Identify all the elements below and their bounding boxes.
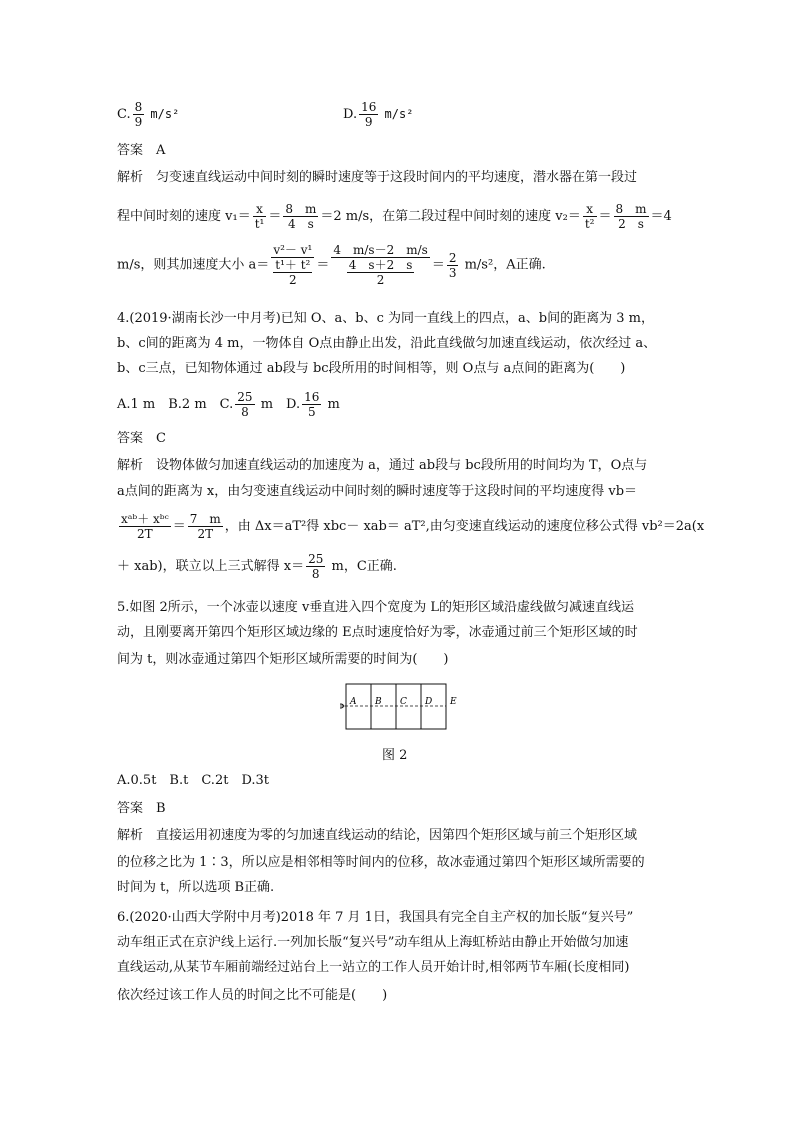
q4-answer: 答案 C [117, 431, 166, 446]
fraction: $\frac{x}{\text{t¹}}$ [254, 202, 265, 231]
q6-stem-line-4: 依次经过该工作人员的时间之比不可能是( ) [117, 988, 388, 1003]
q5-options: A.0.5t B.t C.2t D.3t [117, 773, 270, 788]
fraction: $\frac{8 m}{2 s}$ [615, 202, 647, 231]
q3-analysis-line-3: m/s，则其加速度大小 a＝ $\frac{\text{v²－ v¹}}{\frac{\text{t¹＋ t²}}{2}}$ ＝ $\frac{4 m/s-2 m/s}{\frac{4 s+2 s}{2}}$ ＝ $\frac{2}{3}$ m/s²，A正确. [117, 243, 546, 287]
q4-analysis-line-1: 解析 设物体做匀加速直线运动的加速度为 a，通过 ab段与 bc段所用的时间均为 T，O点与 [117, 458, 648, 473]
fraction: $\frac{25}{8}$ [308, 552, 324, 581]
fraction: $\frac{2}{3}$ [448, 250, 457, 280]
fraction: $\frac{\text{xᵃᵇ＋ xᵇᶜ}}{2T}$ [121, 512, 169, 541]
option-d-label: D. [343, 107, 358, 122]
q4-options: A.1 m B.2 m C. $\frac{25}{8}$ m D. $\frac{16}{5}$ m [117, 390, 340, 419]
fraction: $\frac{16}{5}$ [304, 390, 320, 419]
figure-label-e: E [450, 697, 457, 707]
q6-stem-line-2: 动车组正式在京沪线上运行.一列加长版“复兴号”动车组从上海虹桥站由静止开始做匀加速 [117, 935, 629, 950]
q5-stem-line-1: 5.如图 2所示，一个冰壶以速度 v垂直进入四个宽度为 L的矩形区域沿虚线做匀减速直线运 [117, 600, 635, 615]
figure-label-c: C [400, 697, 407, 707]
q4-stem-line-1: 4.(2019·湖南长沙一中月考)已知 O、a、b、c 为同一直线上的四点，a、b间的距离为 3 m， [117, 311, 654, 326]
fraction: $\frac{7 m}{2T}$ [189, 512, 221, 541]
q4-analysis-line-2: a点间的距离为 x，由匀变速直线运动中间时刻的瞬时速度等于这段时间的平均速度得 vb＝ [117, 484, 638, 499]
option-c-label: C. [117, 107, 131, 122]
fraction: $\frac{8 m}{4 s}$ [285, 202, 317, 231]
curling-rectangles-figure [340, 682, 470, 732]
q6-stem-line-3: 直线运动,从某节车厢前端经过站台上一站立的工作人员开始计时,相邻两节车厢(长度相同) [117, 960, 630, 975]
q4-stem-line-2: b、c间的距离为 4 m，一物体自 O点由静止出发，沿此直线做匀加速直线运动，依次经过 a、 [117, 336, 657, 351]
q5-answer: 答案 B [117, 801, 166, 816]
fraction: $\frac{8}{9}$ [134, 100, 143, 129]
fraction: $\frac{16}{9}$ [361, 100, 377, 129]
q3-option-c [117, 100, 179, 129]
fraction: $\frac{25}{8}$ [237, 390, 253, 419]
q5-stem-line-3: 间为 t，则冰壶通过第四个矩形区域所需要的时间为( ) [117, 652, 449, 667]
figure-label-d: D [425, 697, 433, 707]
q3-analysis-line-2: 程中间时刻的速度 v₁＝ $\frac{x}{\text{t¹}}$ ＝ $\frac{8 m}{4 s}$ ＝2 m/s，在第二段过程中间时刻的速度 v₂＝ $\frac{x}{\text{t²}}$ ＝ $\frac{8 m}{2 s}$ ＝4 [117, 202, 672, 231]
q4-analysis-line-3: $\frac{\text{xᵃᵇ＋ xᵇᶜ}}{2T}$ ＝ $\frac{7 m}{2T}$ ，由 Δx＝aT²得 xbc－ xab＝ aT²,由匀变速直线运动的速度位移公式得 vb²＝2a(x [121, 512, 705, 541]
q4-analysis-line-4: ＋ xab)，联立以上三式解得 x＝ $\frac{25}{8}$ m，C正确. [117, 552, 397, 581]
q6-stem-line-1: 6.(2020·山西大学附中月考)2018 年 7 月 1日，我国具有完全自主产权的加长版“复兴号” [117, 910, 634, 925]
q5-analysis-line-1: 解析 直接运用初速度为零的匀加速直线运动的结论，因第四个矩形区域与前三个矩形区域 [117, 828, 638, 843]
figure-label-a: A [350, 697, 357, 707]
fraction: $\frac{x}{\text{t²}}$ [584, 202, 595, 231]
fraction: $\frac{\text{v²－ v¹}}{\frac{\text{t¹＋ t²}}{2}}$ [271, 243, 314, 287]
q3-answer: 答案 A [117, 143, 166, 158]
figure-label-b: B [375, 697, 382, 707]
fraction: $\frac{4 m/s-2 m/s}{\frac{4 s+2 s}{2}}$ [333, 243, 428, 287]
unit: m/s² [384, 107, 414, 121]
figure-caption: 图 2 [382, 748, 408, 763]
q5-analysis-line-3: 时间为 t，所以选项 B正确. [117, 880, 275, 895]
q3-analysis-line-1: 解析 匀变速直线运动中间时刻的瞬时速度等于这段时间内的平均速度，潜水器在第一段过 [117, 170, 638, 185]
q5-stem-line-2: 动，且刚要离开第四个矩形区域边缘的 E点时速度恰好为零，冰壶通过前三个矩形区域的时 [117, 625, 638, 640]
q3-option-d [343, 100, 413, 129]
unit: m/s² [150, 107, 180, 121]
q5-analysis-line-2: 的位移之比为 1∶3，所以应是相邻相等时间内的位移，故冰壶通过第四个矩形区域所需要的 [117, 855, 645, 870]
q4-stem-line-3: b、c三点，已知物体通过 ab段与 bc段所用的时间相等，则 O点与 a点间的距离为( ) [117, 361, 626, 376]
